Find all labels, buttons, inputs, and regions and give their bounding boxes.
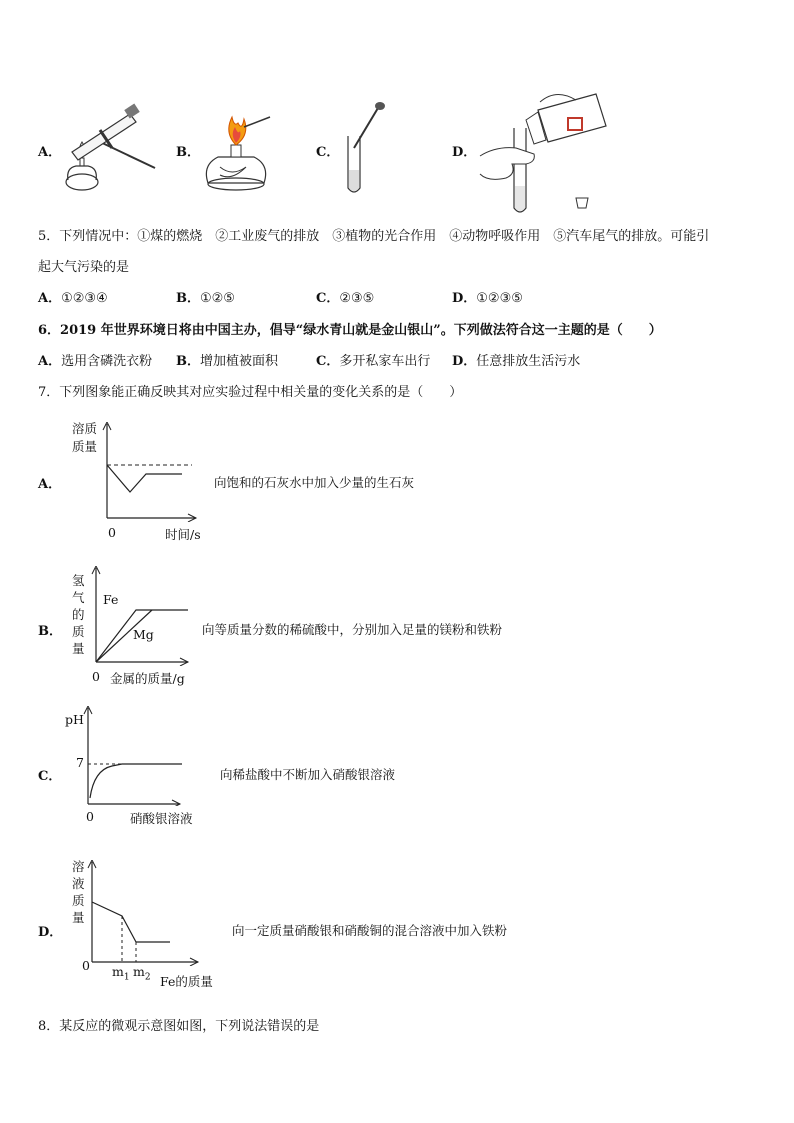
q7-c-graph [82, 706, 182, 806]
dropper-in-test-tube-illustration [340, 100, 390, 200]
q7-d-y-label [72, 858, 85, 926]
q7-c-caption: 向稀盐酸中不断加入硝酸银溶液 [220, 767, 396, 782]
q7-b-origin: 0 [92, 669, 100, 684]
q4-option-a-label: A． [38, 145, 62, 160]
q5-option-c-label: C． [316, 291, 340, 306]
q7-d-tick-m2-base: m [133, 964, 145, 979]
q7-d-origin: 0 [82, 958, 90, 973]
alcohol-lamp-lighting-illustration [198, 105, 278, 195]
q7-d-y-label-char1: 溶 [72, 859, 85, 874]
q7-a-graph [100, 422, 200, 522]
q5-option-c[interactable] [316, 290, 374, 308]
q5-stem-line2: 起大气污染的是 [38, 260, 130, 275]
q6-option-d[interactable] [452, 353, 580, 371]
q6-option-b[interactable] [176, 353, 278, 371]
q5-option-b[interactable] [176, 290, 235, 308]
q7-d-y-label-char2: 液 [72, 876, 85, 891]
pouring-liquid-illustration [476, 82, 616, 217]
q7-option-d-label: D． [38, 925, 63, 940]
q7-b-y-label-char4: 质 [72, 624, 85, 639]
q7-b-y-label-char5: 量 [72, 641, 85, 656]
q6-stem: 6．2019 年世界环境日将由中国主办，倡导“绿水青山就是金山银山”。下列做法符合这一主题的是（ ） [38, 323, 662, 338]
q5-option-c-text: ②③⑤ [339, 291, 375, 306]
q7-a-y-label-line1: 溶质 [72, 421, 98, 436]
q7-b-x-label: 金属的质量/g [110, 671, 185, 686]
q7-d-tick-m2-sub: 2 [144, 972, 151, 983]
q7-b-series-fe: Fe [103, 592, 119, 607]
q7-b-y-label-char3: 的 [72, 607, 85, 622]
q6-option-b-text: 增加植被面积 [200, 354, 279, 369]
q7-b-y-label-char1: 氢 [72, 573, 85, 588]
q6-option-c[interactable] [316, 353, 430, 371]
q7-d-tick-m2 [133, 964, 151, 983]
q7-d-tick-m1-sub: 1 [123, 972, 130, 983]
q7-b-y-label [72, 572, 85, 657]
q7-b-y-label-char2: 气 [72, 590, 85, 605]
q7-c-x-label: 硝酸银溶液 [130, 811, 193, 826]
q7-d-y-label-char3: 质 [72, 893, 85, 908]
q7-option-a-label: A． [38, 477, 62, 492]
q5-option-d-label: D． [452, 291, 477, 306]
q7-option-b-label: B． [38, 624, 62, 639]
q7-b-graph [90, 566, 190, 666]
q6-option-b-label: B． [176, 354, 200, 369]
q6-option-a[interactable] [38, 353, 152, 371]
q6-option-a-label: A． [38, 354, 62, 369]
q5-option-a-label: A． [38, 291, 62, 306]
q7-d-tick-m1-base: m [112, 964, 124, 979]
q7-c-y-label: pH [65, 712, 84, 727]
q4-option-c-label: C． [316, 145, 340, 160]
q7-d-graph [86, 860, 202, 966]
q7-a-y-label [72, 420, 97, 456]
q6-option-a-text: 选用含磷洗衣粉 [61, 354, 153, 369]
q5-option-b-text: ①②⑤ [200, 291, 235, 306]
q7-d-x-label: Fe的质量 [160, 974, 213, 989]
q7-a-y-label-line2: 质量 [72, 439, 98, 454]
q6-option-d-text: 任意排放生活污水 [476, 354, 581, 369]
q7-d-y-label-char4: 量 [72, 910, 85, 925]
q7-a-origin: 0 [108, 525, 116, 540]
q7-option-c-label: C． [38, 769, 62, 784]
q7-stem: 7．下列图象能正确反映其对应实验过程中相关量的变化关系的是（ ） [38, 385, 463, 400]
q7-d-caption: 向一定质量硝酸银和硝酸铜的混合溶液中加入铁粉 [232, 923, 508, 938]
q4-option-d-label: D． [452, 145, 477, 160]
q5-option-d[interactable] [452, 290, 523, 308]
q5-option-d-text: ①②③⑤ [476, 291, 523, 306]
q5-option-a[interactable] [38, 290, 108, 308]
q7-b-series-mg: Mg [133, 627, 154, 642]
q7-a-x-label: 时间/s [165, 527, 201, 542]
q6-option-c-label: C． [316, 354, 340, 369]
q5-option-b-label: B． [176, 291, 200, 306]
q7-a-caption: 向饱和的石灰水中加入少量的生石灰 [214, 475, 415, 490]
test-tube-heating-illustration [60, 100, 160, 195]
q4-option-b-label: B． [176, 145, 200, 160]
q7-d-tick-m1 [112, 964, 130, 983]
q7-c-origin: 0 [86, 809, 94, 824]
q5-stem-line1: 5．下列情况中：①煤的燃烧 ②工业废气的排放 ③植物的光合作用 ④动物呼吸作用 ⑤汽车尾气的排放。可能引 [38, 229, 710, 244]
q7-b-caption: 向等质量分数的稀硫酸中，分别加入足量的镁粉和铁粉 [202, 622, 503, 637]
q6-option-d-label: D． [452, 354, 477, 369]
q6-option-c-text: 多开私家车出行 [339, 354, 431, 369]
q8-stem: 8．某反应的微观示意图如图，下列说法错误的是 [38, 1019, 320, 1034]
q5-option-a-text: ①②③④ [61, 291, 108, 306]
q7-c-tick-7: 7 [76, 755, 84, 770]
